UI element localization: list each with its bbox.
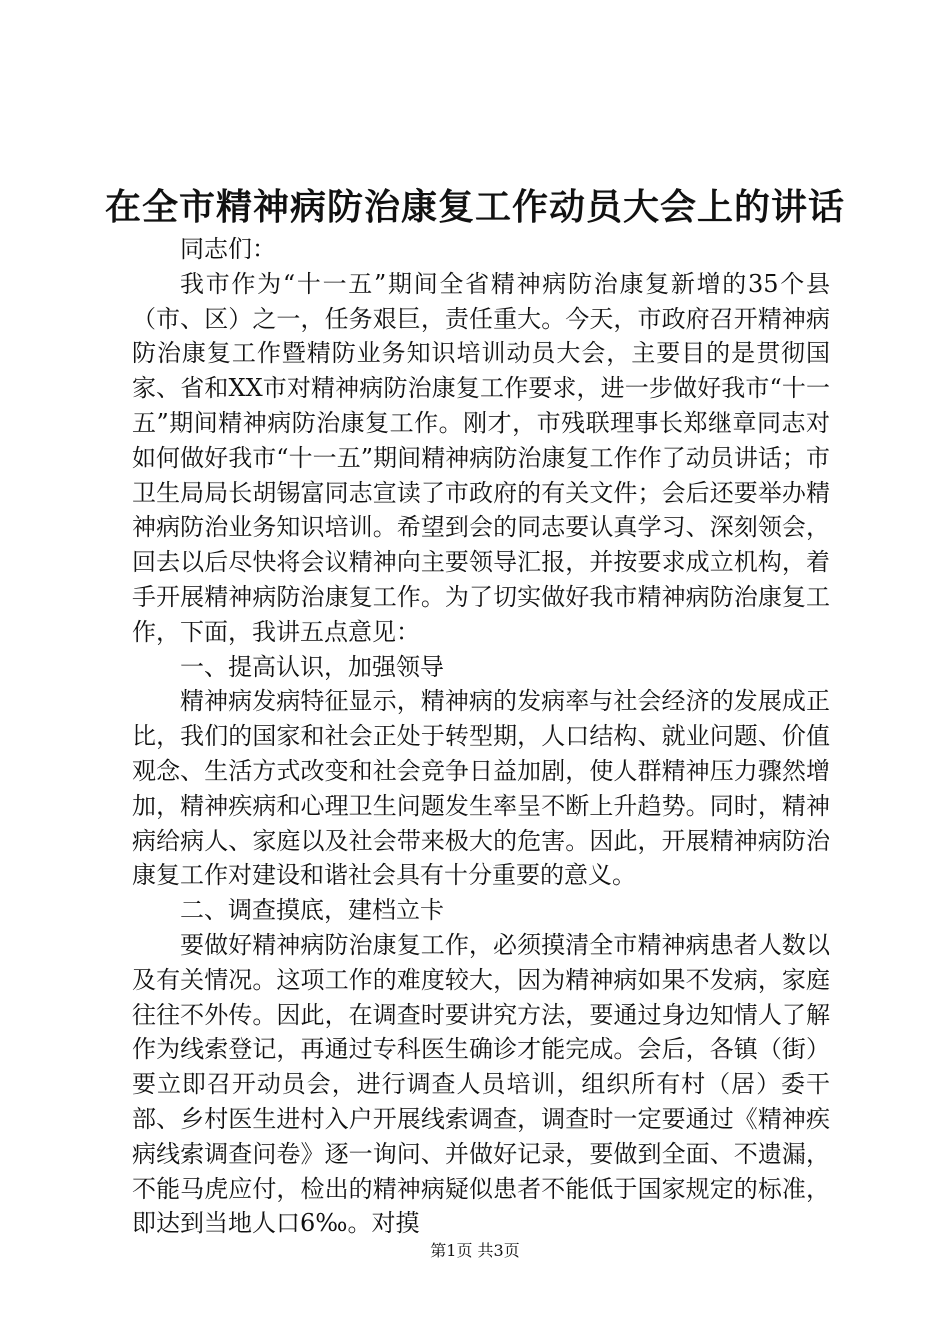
document-title: 在全市精神病防治康复工作动员大会上的讲话	[104, 187, 845, 228]
page-footer: 第1页 共3页	[430, 1241, 520, 1260]
salutation: 同志们：	[180, 235, 276, 263]
section-heading-2: 二、调查摸底，建档立卡	[180, 896, 444, 925]
section-heading-1: 一、提高认识，加强领导	[180, 652, 444, 681]
paragraph-intro: 我市作为“十一五”期间全省精神病防治康复新增的35个县（市、区）之一，任务艰巨，责任重大。今天，市政府召开精神病防治康复工作暨精防业务知识培训动员大会，主要目的是贯彻国家、省和XX市对精神病防治康复工作要求，进一步做好我市“十一五”期间精神病防治康复工作。刚才，市残联理事长郑继章同志对如何做好我市“十一五”期间精神病防治康复工作作了动员讲话；市卫生局局长胡锡富同志宣读了市政府的有关文件；会后还要举办精神病防治业务知识培训。希望到会的同志要认真学习、深刻领会，回去以后尽快将会议精神向主要领导汇报，并按要求成立机构，着手开展精神病防治康复工作。为了切实做好我市精神病防治康复工作，下面，我讲五点意见：	[132, 269, 830, 646]
document-body	[132, 232, 830, 1241]
paragraph-section-1: 精神病发病特征显示，精神病的发病率与社会经济的发展成正比，我们的国家和社会正处于转型期，人口结构、就业问题、价值观念、生活方式改变和社会竞争日益加剧，使人群精神压力骤然增加，精神疾病和心理卫生问题发生率呈不断上升趋势。同时，精神病给病人、家庭以及社会带来极大的危害。因此，开展精神病防治康复工作对建设和谐社会具有十分重要的意义。	[132, 687, 830, 890]
paragraph-section-2: 要做好精神病防治康复工作，必须摸清全市精神病患者人数以及有关情况。这项工作的难度较大，因为精神病如果不发病，家庭往往不外传。因此，在调查时要讲究方法，要通过身边知情人了解作为线索登记，再通过专科医生确诊才能完成。会后，各镇（街）要立即召开动员会，进行调查人员培训，组织所有村（居）委干部、乡村医生进村入户开展线索调查，调查时一定要通过《精神疾病线索调查问卷》逐一询问、并做好记录，要做到全面、不遗漏，不能马虎应付，检出的精神病疑似患者不能低于国家规定的标准，即达到当地人口6‰。对摸	[132, 930, 830, 1238]
